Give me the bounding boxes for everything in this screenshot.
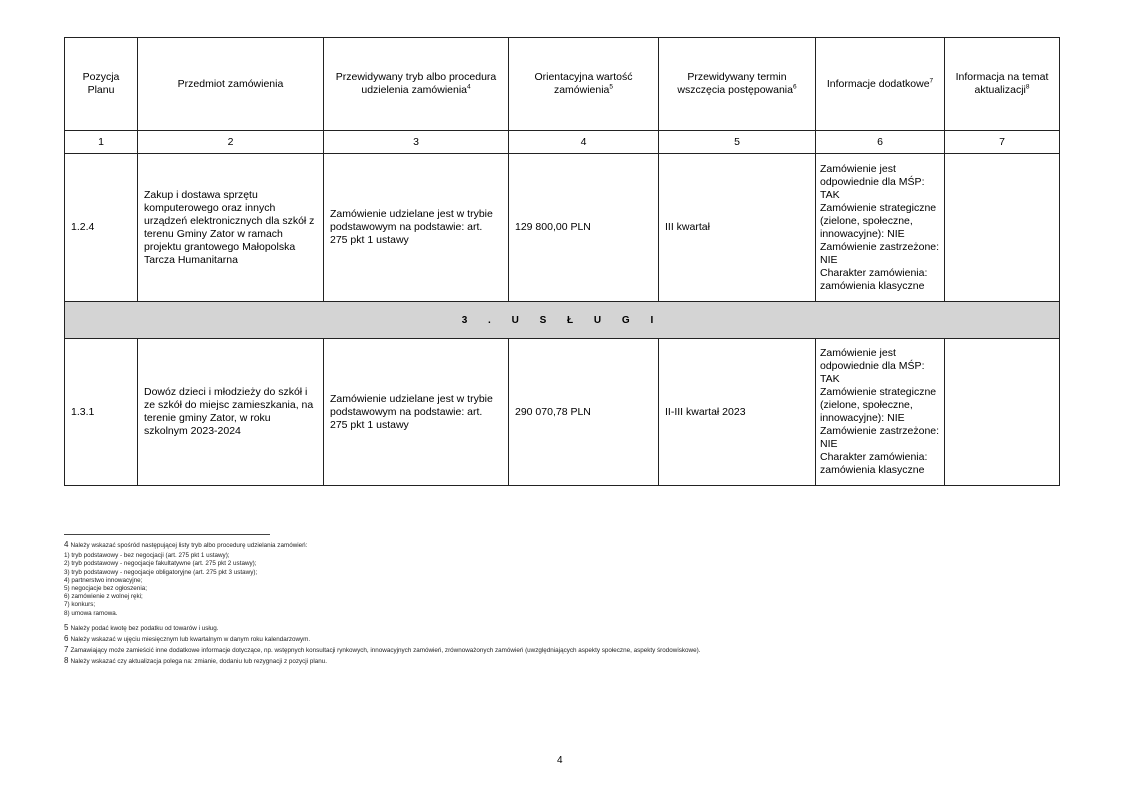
page-number: 4 (557, 755, 563, 766)
column-number: 2 (138, 131, 324, 154)
section-title: 3 . U S Ł U G I (65, 302, 1060, 339)
section-row (65, 302, 1060, 339)
column-number: 5 (659, 131, 816, 154)
column-number: 6 (816, 131, 945, 154)
info-line: Charakter zamówienia: zamówienia klasyczne (820, 451, 928, 476)
footnote-5: 5 Należy podać kwotę bez podatku od towarów i usług. (64, 622, 219, 632)
list-item: 6) zamówienie z wolnej ręki; (64, 593, 143, 601)
footnote-4-list (64, 552, 700, 618)
header-position: Pozycja Planu (65, 38, 138, 131)
header-update: Informacja na temat aktualizacji$^8$ (945, 38, 1060, 131)
column-number: 7 (945, 131, 1060, 154)
cell-subject: Zakup i dostawa sprzętu komputerowego oraz innych urządzeń elektronicznych dla szkół z terenu Gminy Zator w ramach projektu grantowego Małopolska Tarcza Humanitarna (138, 154, 324, 302)
cell-term: III kwartał (659, 154, 816, 302)
header-info: Informacje dodatkowe$^7$ (816, 38, 945, 131)
info-line: Zamówienie zastrzeżone: NIE (820, 425, 940, 450)
column-number: 1 (65, 131, 138, 154)
list-item: 5) negocjacje bez ogłoszenia; (64, 585, 147, 593)
cell-procedure: Zamówienie udzielane jest w trybie podstawowym na podstawie: art. 275 pkt 1 ustawy (324, 339, 509, 486)
info-line: Charakter zamówienia: zamówienia klasyczne (820, 266, 928, 292)
column-number: 4 (509, 131, 659, 154)
list-item: 2) tryb podstawowy - negocjacje fakultatywne (art. 275 pkt 2 ustawy); (64, 560, 257, 568)
info-line: Zamówienie strategiczne (zielone, społeczne, innowacyjne): NIE (820, 201, 937, 240)
footnote-8: 8 Należy wskazać czy aktualizacja polega na: zmianie, dodaniu lub rezygnacji z pozycji planu. (64, 656, 328, 666)
info-line: Zamówienie zastrzeżone: NIE (820, 240, 940, 266)
footnote-ref[interactable]: 6 (792, 83, 797, 91)
list-item: 4) partnerstwo innowacyjne; (64, 576, 143, 584)
list-item: 3) tryb podstawowy - negocjacje obligatoryjne (art. 275 pkt 3 ustawy); (64, 568, 258, 576)
footnotes (64, 541, 700, 667)
cell-procedure: Zamówienie udzielane jest w trybie podstawowym na podstawie: art. 275 pkt 1 ustawy (324, 154, 509, 302)
cell-update (945, 154, 1060, 302)
cell-info (816, 154, 945, 302)
list-item: 7) konkurs; (64, 601, 96, 609)
info-line: Zamówienie jest odpowiednie dla MŚP: TAK (820, 162, 925, 201)
list-item: 1) tryb podstawowy - bez negocjacji (art. 275 pkt 1 ustawy); (64, 552, 230, 560)
header-row (65, 38, 1060, 131)
column-number: 3 (324, 131, 509, 154)
column-number-row (65, 131, 1060, 154)
footnote-ref[interactable]: 8 (1025, 83, 1030, 91)
footnote-7: 7 Zamawiający może zamieścić inne dodatkowe informacje dotyczące, np. wstępnych konsultacji rynkowych, innowacyjnych zamówień, zrównoważonych zamówień (uwzględniających aspekty społeczne, aspekty środowiskowe). (64, 645, 701, 655)
footnote-ref[interactable]: 7 (929, 77, 934, 84)
info-line: Zamówienie strategiczne (zielone, społeczne, innowacyjne): NIE (820, 386, 937, 424)
footnote-separator (64, 534, 270, 535)
cell-position: 1.2.4 (65, 154, 138, 302)
table-row (65, 339, 1060, 486)
cell-info (816, 339, 945, 486)
header-procedure: Przewidywany tryb albo procedura udzielenia zamówienia$^4$ (324, 38, 509, 131)
cell-position: 1.3.1 (65, 339, 138, 486)
footnote-4: 4 Należy wskazać spośród następującej listy tryb albo procedurę udzielania zamówień: (64, 540, 308, 549)
cell-subject: Dowóz dzieci i młodzieży do szkół i ze szkół do miejsc zamieszkania, na terenie gminy Zator, w roku szkolnym 2023-2024 (138, 339, 324, 486)
info-line: Zamówienie jest odpowiednie dla MŚP: TAK (820, 347, 925, 385)
procurement-plan-table (64, 37, 1060, 486)
header-term: Przewidywany termin wszczęcia postępowania$^6$ (659, 38, 816, 131)
list-item: 8) umowa ramowa. (64, 609, 118, 617)
cell-term: II-III kwartał 2023 (659, 339, 816, 486)
cell-value: 129 800,00 PLN (509, 154, 659, 302)
header-subject: Przedmiot zamówienia (138, 38, 324, 131)
cell-update (945, 339, 1060, 486)
footnote-6: 6 Należy wskazać w ujęciu miesięcznym lub kwartalnym w danym roku kalendarzowym. (64, 634, 311, 644)
footnote-ref[interactable]: 4 (467, 83, 471, 91)
header-value: Orientacyjna wartość zamówienia$^5$ (509, 38, 659, 131)
footnote-ref[interactable]: 5 (609, 83, 614, 91)
cell-value: 290 070,78 PLN (509, 339, 659, 486)
table-row (65, 154, 1060, 302)
